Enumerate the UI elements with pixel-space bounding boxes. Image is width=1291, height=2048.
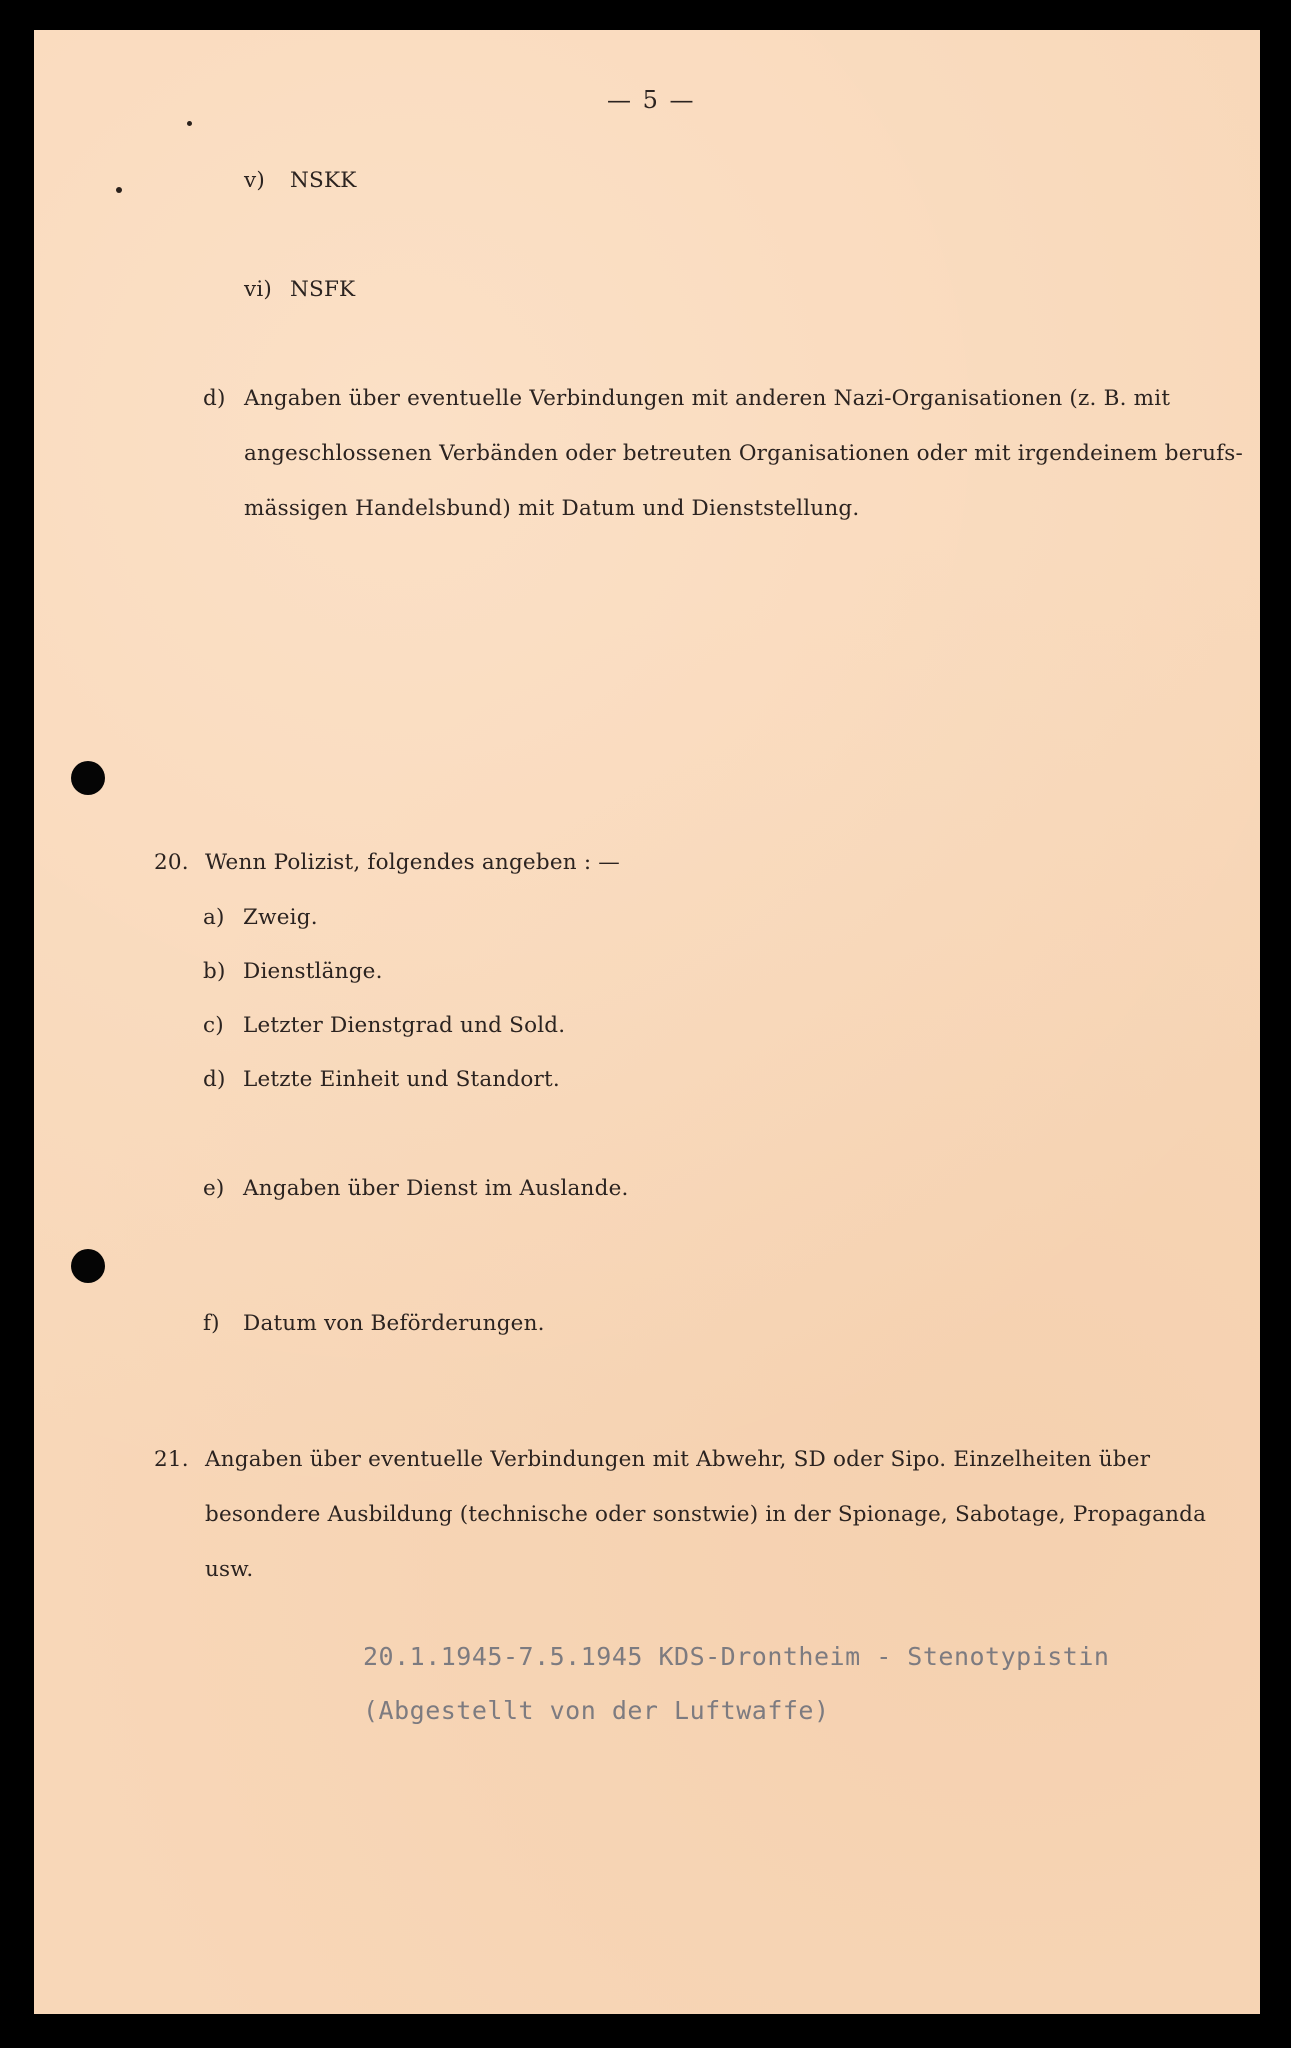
list-item-v (244, 168, 356, 193)
list-item-text: Letzte Einheit und Standort. (243, 1067, 560, 1092)
list-item-label: f) (203, 1311, 220, 1336)
question-21-line-3: usw. (205, 1557, 254, 1582)
punch-hole (71, 761, 105, 795)
ink-speck (116, 187, 122, 193)
typed-answer-line-2: (Abgestellt von der Luftwaffe) (363, 1696, 830, 1725)
list-item-label: c) (203, 1013, 224, 1038)
question-21-number: 21. (154, 1447, 189, 1472)
list-item-vi (244, 277, 355, 302)
list-item-text: NSFK (290, 277, 356, 302)
list-item-text: Zweig. (243, 905, 318, 930)
question-21-line-2: besondere Ausbildung (technische oder sonstwie) in der Spionage, Sabotage, Propaganda (205, 1502, 1207, 1527)
list-item-label: b) (203, 959, 226, 984)
list-item-text: Datum von Beförderungen. (243, 1311, 545, 1336)
list-item-label: v) (244, 168, 265, 193)
ink-speck (187, 121, 192, 126)
question-20-item-e (203, 1176, 629, 1201)
item-d-line-3: mässigen Handelsbund) mit Datum und Dienststellung. (244, 496, 860, 521)
item-d-label: d) (203, 386, 226, 411)
question-20-item-f (203, 1311, 545, 1336)
list-item-label: vi) (244, 277, 273, 302)
question-21-line-1: Angaben über eventuelle Verbindungen mit Abwehr, SD oder Sipo. Einzelheiten über (205, 1447, 1151, 1472)
item-d-line-2: angeschlossenen Verbänden oder betreuten Organisationen oder mit irgendeinem berufs- (244, 441, 1244, 466)
question-20-item-c (203, 1013, 565, 1038)
list-item-text: Letzter Dienstgrad und Sold. (243, 1013, 566, 1038)
item-d-line-1 (244, 386, 1171, 411)
question-20-item-d (203, 1067, 560, 1092)
list-item-label: e) (203, 1176, 225, 1201)
list-item-text: Dienstlänge. (243, 959, 383, 984)
punch-hole (71, 1249, 105, 1283)
question-20-item-a (203, 905, 318, 930)
question-20-text: Wenn Polizist, folgendes angeben : — (205, 850, 620, 875)
list-item-label: d) (203, 1067, 226, 1092)
typed-answer-line-1: 20.1.1945-7.5.1945 KDS-Drontheim - Stenotypistin (363, 1642, 1110, 1671)
question-20-item-b (203, 959, 383, 984)
document-page (34, 30, 1260, 2014)
page-number: — 5 — (607, 86, 696, 114)
item-d-text-1: Angaben über eventuelle Verbindungen mit anderen Nazi-Organisationen (z. B. mit (244, 386, 1171, 411)
list-item-text: NSKK (290, 168, 357, 193)
list-item-label: a) (203, 905, 225, 930)
list-item-text: Angaben über Dienst im Auslande. (243, 1176, 629, 1201)
question-20-number: 20. (154, 850, 189, 875)
